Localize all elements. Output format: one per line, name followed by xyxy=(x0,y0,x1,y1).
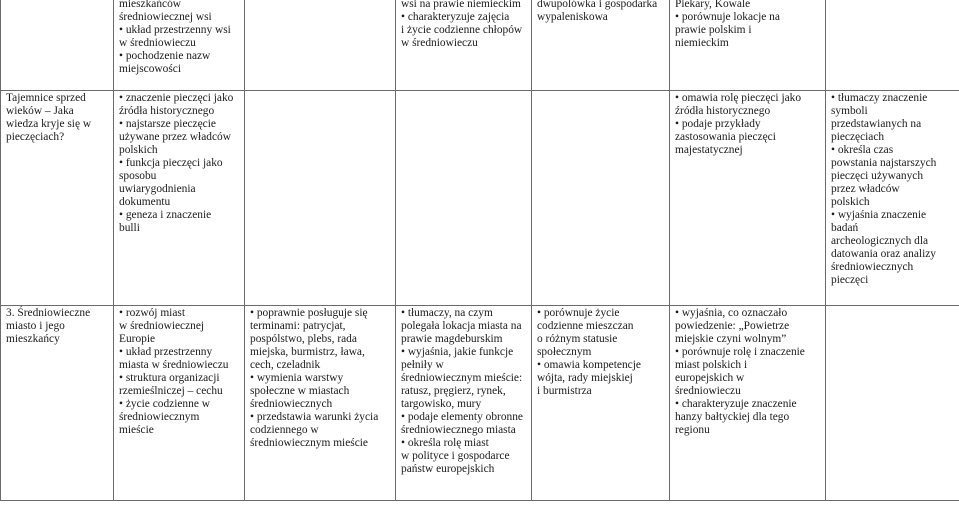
table-row-medieval-town xyxy=(1,306,959,501)
cell-text-line: w średniowieczu xyxy=(401,37,478,49)
cell-text-line: codziennego w xyxy=(250,424,319,436)
cell-text-line: pieczęci używanych xyxy=(831,170,924,182)
cell-text-line: • omawia rolę pieczęci jako xyxy=(675,92,802,104)
cell-text-line: • podaje elementy obronne xyxy=(401,411,523,423)
cell-text-line: datowania oraz analizy xyxy=(831,248,936,260)
cell-text-line: • omawia kompetencje xyxy=(537,359,641,371)
table-cell xyxy=(532,91,670,306)
cell-text-line: • przedstawia warunki życia xyxy=(250,411,379,423)
cell-text-line: • pochodzenie nazw xyxy=(119,50,211,62)
cell-text-line: symboli xyxy=(831,105,868,117)
cell-text-line: pieczęciach? xyxy=(6,131,65,143)
cell-text-line: niemieckim xyxy=(675,37,729,49)
cell-text-line: mieszkańcy xyxy=(6,333,60,345)
cell-text-line: i życie codzienne chłopów xyxy=(401,24,523,36)
table-cell xyxy=(1,306,114,501)
cell-text-line: terminami: patrycjat, xyxy=(250,320,346,332)
cell-text-line: archeologicznych dla xyxy=(831,235,929,247)
cell-text-line: • życie codzienne w xyxy=(119,398,210,410)
cell-text-line: • tłumaczy znaczenie xyxy=(831,92,928,104)
cell-text-line: • funkcja pieczęci jako xyxy=(119,157,223,169)
cell-text-line: powstania najstarszych xyxy=(831,157,937,169)
cell-text-line: miast polskich i xyxy=(675,359,748,371)
cell-text-line: średniowiecznego miasta xyxy=(401,424,516,436)
cell-text-line: wieków – Jaka xyxy=(6,105,74,117)
cell-text-line: pieczęciach xyxy=(831,131,885,143)
cell-text-line: średniowiecznych xyxy=(831,261,914,273)
cell-text-line: dokumentu xyxy=(119,196,171,208)
cell-text-line: miejska, burmistrz, ława, xyxy=(250,346,365,358)
cell-text-line: społeczne w miastach xyxy=(250,385,350,397)
table-cell xyxy=(396,0,532,91)
table-cell xyxy=(670,306,826,501)
cell-text-line: przez władców xyxy=(831,183,900,195)
table-cell xyxy=(826,91,959,306)
cell-text-line: pospólstwo, plebs, rada xyxy=(250,333,357,345)
cell-text-line: średniowiecznym mieście: xyxy=(401,372,523,384)
table-cell xyxy=(114,91,245,306)
cell-text-line: • porównuje lokacje na xyxy=(675,11,780,23)
cell-text-line: polegała lokacja miasta na xyxy=(401,320,522,332)
cell-text-line: europejskich w xyxy=(675,372,745,384)
table-cell xyxy=(1,91,114,306)
cell-text-line: uwiarygodnienia xyxy=(119,183,196,195)
cell-text-line: • rozwój miast xyxy=(119,307,185,319)
cell-text-line: • porównuje życie xyxy=(537,307,620,319)
cell-text-line: sposobu xyxy=(119,170,157,182)
cell-text-line: • układ przestrzenny xyxy=(119,346,213,358)
cell-text-line: • geneza i znaczenie xyxy=(119,209,212,221)
cell-text-line: wsi na prawie niemieckim xyxy=(401,0,521,10)
cell-text-line: wypaleniskowa xyxy=(537,11,608,23)
cell-text-line: codzienne mieszczan xyxy=(537,320,634,332)
cell-text-line: miasta w średniowieczu xyxy=(119,359,229,371)
cell-text-line: • porównuje rolę i znaczenie xyxy=(675,346,805,358)
cell-text-line: • charakteryzuje zajęcia xyxy=(401,11,510,23)
cell-text-line: bulli xyxy=(119,222,140,234)
cell-text-line: • charakteryzuje znaczenie xyxy=(675,398,797,410)
cell-text-line: średniowieczu xyxy=(675,385,741,397)
cell-text-line: w polityce i gospodarce xyxy=(401,450,510,462)
cell-text-line: mieście xyxy=(119,424,154,436)
cell-text-line: Piekary, Kowale xyxy=(675,0,751,10)
cell-text-line: Europie xyxy=(119,333,156,345)
cell-text-line: i burmistrza xyxy=(537,385,592,397)
table-row-seals xyxy=(1,91,959,306)
cell-text-line: • układ przestrzenny wsi xyxy=(119,24,231,36)
cell-text-line: pełniły w xyxy=(401,359,444,371)
cell-text-line: średniowiecznej wsi xyxy=(119,11,212,23)
cell-text-line: powiedzenie: „Powietrze xyxy=(675,320,790,332)
table-row-village xyxy=(1,0,959,91)
cell-text-line: mieszkańców xyxy=(119,0,181,10)
cell-text-line: miejscowości xyxy=(119,63,182,75)
cell-text-line: hanzy bałtyckiej dla tego xyxy=(675,411,790,423)
cell-text-line: • wyjaśnia, co oznaczało xyxy=(675,307,788,319)
cell-text-line: w średniowieczu xyxy=(119,37,196,49)
cell-text-line: • znaczenie pieczęci jako xyxy=(119,92,234,104)
table-cell xyxy=(670,91,826,306)
cell-text-line: ratusz, pręgierz, rynek, xyxy=(401,385,506,397)
cell-text-line: prawie magdeburskim xyxy=(401,333,503,345)
table-cell xyxy=(532,306,670,501)
cell-text-line: regionu xyxy=(675,424,710,436)
cell-text-line: • określa rolę miast xyxy=(401,437,489,449)
cell-text-line: średniowiecznych xyxy=(250,398,333,410)
cell-text-line: targowisko, mury xyxy=(401,398,482,410)
table-cell xyxy=(670,0,826,91)
cell-text-line: rzemieślniczej – cechu xyxy=(119,385,223,397)
cell-text-line: • poprawnie posługuje się xyxy=(250,307,368,319)
table-cell xyxy=(826,0,959,91)
table-cell xyxy=(245,0,396,91)
table-cell xyxy=(245,306,396,501)
cell-text-line: • tłumaczy, na czym xyxy=(401,307,493,319)
cell-text-line: wójta, rady miejskiej xyxy=(537,372,633,384)
cell-text-line: używane przez władców xyxy=(119,131,231,143)
cell-text-line: miasto i jego xyxy=(6,320,65,332)
cell-text-line: badań xyxy=(831,222,859,234)
cell-text-line: cech, czeladnik xyxy=(250,359,321,371)
cell-text-line: źródła historycznego xyxy=(675,105,771,117)
cell-text-line: zastosowania pieczęci xyxy=(675,131,776,143)
table-cell xyxy=(396,91,532,306)
cell-text-line: wiedza kryje się w xyxy=(6,118,92,130)
cell-text-line: średniowiecznym mieście xyxy=(250,437,368,449)
cell-text-line: polskich xyxy=(831,196,870,208)
cell-text-line: • wyjaśnia, jakie funkcje xyxy=(401,346,514,358)
table-cell xyxy=(826,306,959,501)
table-cell xyxy=(1,0,114,91)
cell-text-line: • wyjaśnia znaczenie xyxy=(831,209,927,221)
cell-text-line: pieczęci xyxy=(831,274,869,286)
cell-text-line: Tajemnice sprzed xyxy=(6,92,86,104)
table-cell xyxy=(245,91,396,306)
cell-text-line: o różnym statusie xyxy=(537,333,618,345)
cell-text-line: • wymienia warstwy xyxy=(250,372,344,384)
table-cell xyxy=(396,306,532,501)
cell-text-line: przedstawianych na xyxy=(831,118,922,130)
table-cell xyxy=(114,306,245,501)
cell-text-line: dwupolówka i gospodarka xyxy=(537,0,658,10)
cell-text-line: średniowiecznym xyxy=(119,411,200,423)
table-cell xyxy=(532,0,670,91)
cell-text-line: prawie polskim i xyxy=(675,24,752,36)
cell-text-line: • określa czas xyxy=(831,144,894,156)
cell-text-line: państw europejskich xyxy=(401,463,495,475)
cell-text-line: źródła historycznego xyxy=(119,105,215,117)
cell-text-line: 3. Średniowieczne xyxy=(6,307,91,319)
cell-text-line: miejskie czyni wolnym” xyxy=(675,333,787,345)
cell-text-line: polskich xyxy=(119,144,158,156)
cell-text-line: społecznym xyxy=(537,346,592,358)
cell-text-line: • najstarsze pieczęcie xyxy=(119,118,216,130)
cell-text-line: • podaje przykłady xyxy=(675,118,761,130)
cell-text-line: • struktura organizacji xyxy=(119,372,220,384)
cell-text-line: majestatycznej xyxy=(675,144,743,156)
cell-text-line: w średniowiecznej xyxy=(119,320,205,332)
table-cell xyxy=(114,0,245,91)
